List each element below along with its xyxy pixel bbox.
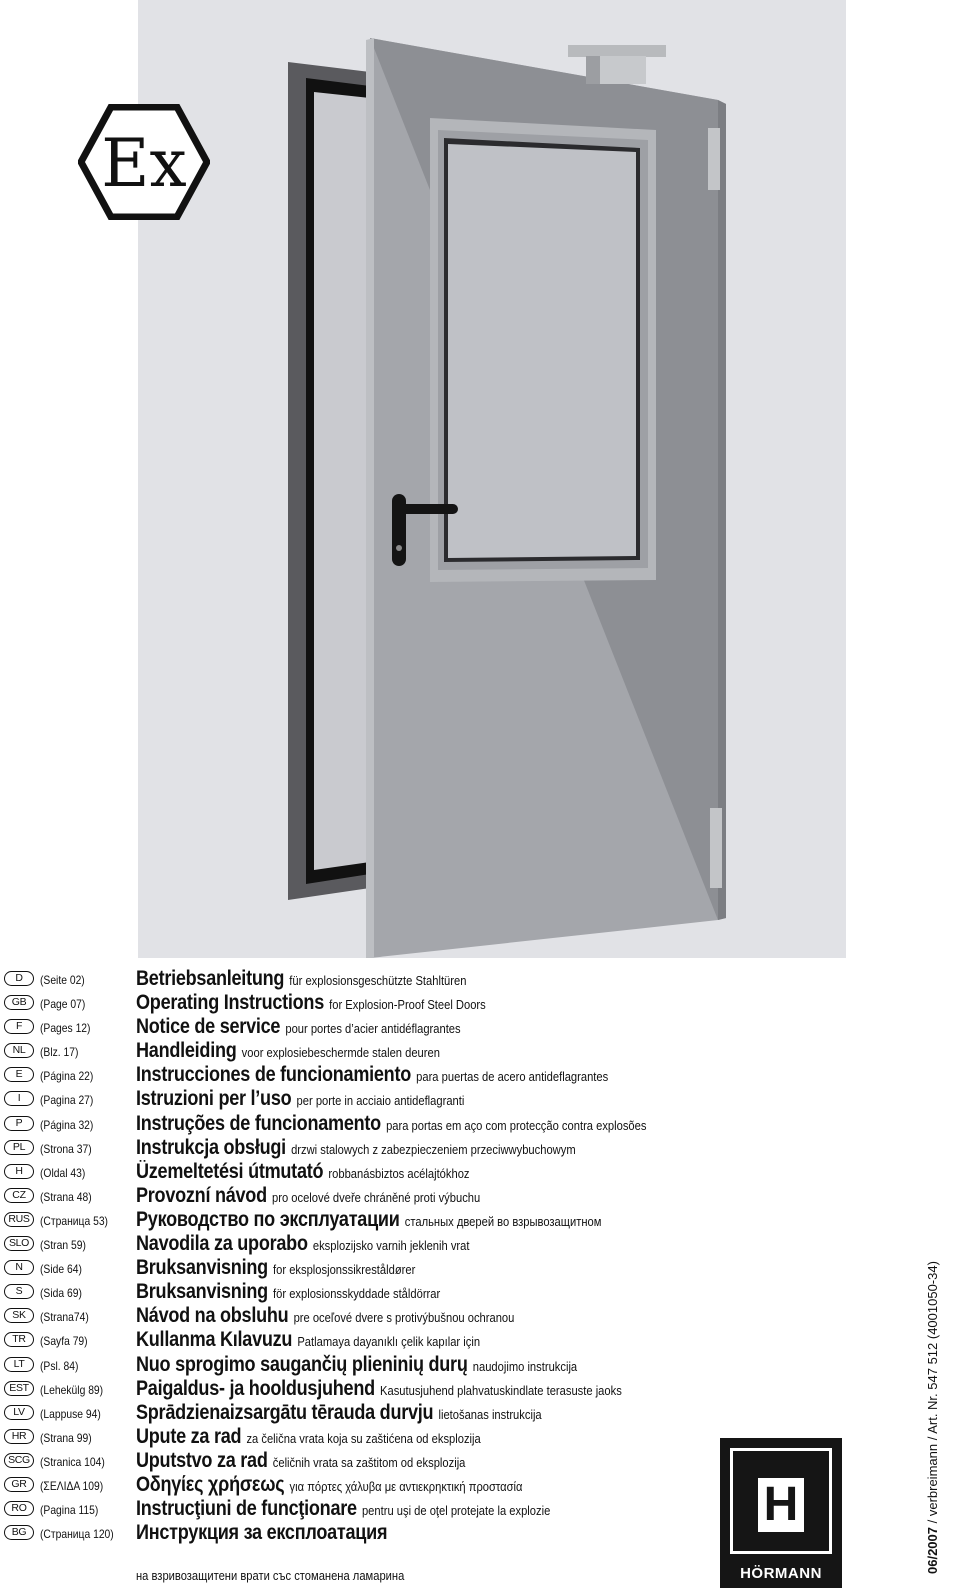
logo-inner bbox=[758, 1478, 804, 1532]
instruction-title: Operating Instructions bbox=[136, 991, 324, 1015]
instruction-title: Betriebsanleitung bbox=[136, 967, 285, 990]
instruction-title-group bbox=[136, 1160, 470, 1184]
instruction-title-group bbox=[136, 1232, 469, 1256]
instruction-title-group bbox=[136, 1497, 550, 1521]
page-reference: (Strana 48) bbox=[40, 1189, 92, 1204]
page-reference: (Страница 120) bbox=[40, 1527, 114, 1542]
country-code-badge: F bbox=[4, 1019, 34, 1034]
language-row bbox=[4, 1039, 904, 1063]
instruction-title: Bruksanvisning bbox=[136, 1280, 268, 1304]
instruction-title: Instrucţiuni de funcţionare bbox=[136, 1497, 357, 1521]
instruction-title: Notice de service bbox=[136, 1015, 281, 1039]
country-code-badge: H bbox=[4, 1164, 34, 1179]
instruction-title-group bbox=[136, 1521, 392, 1545]
page-reference: (Blz. 17) bbox=[40, 1045, 79, 1060]
instruction-description: стальных дверей во взрывозащитном bbox=[404, 1213, 602, 1229]
country-code-badge: SLO bbox=[4, 1236, 34, 1251]
instruction-title: Istruzioni per l’uso bbox=[136, 1087, 292, 1111]
page-reference: (Страница 53) bbox=[40, 1213, 108, 1228]
country-code-badge: LV bbox=[4, 1405, 34, 1420]
country-code-badge: EST bbox=[4, 1381, 34, 1396]
page-reference: (Lehekülg 89) bbox=[40, 1382, 104, 1397]
country-code-badge: P bbox=[4, 1116, 34, 1131]
instruction-description: naudojimo instrukcija bbox=[472, 1358, 578, 1374]
instruction-title: Návod na obsluhu bbox=[136, 1304, 289, 1328]
country-code-badge: SCG bbox=[4, 1453, 34, 1468]
instruction-description: voor explosiebeschermde stalen deuren bbox=[241, 1045, 440, 1061]
page-reference: (Page 07) bbox=[40, 997, 86, 1012]
country-code-badge: RUS bbox=[4, 1212, 34, 1227]
instruction-description: for Explosion-Proof Steel Doors bbox=[329, 997, 486, 1013]
language-row bbox=[4, 1232, 904, 1256]
country-code-badge: I bbox=[4, 1091, 34, 1106]
instruction-description: para portas em aço com protecção contra explosões bbox=[386, 1117, 647, 1133]
instruction-description: per porte in acciaio antideflagranti bbox=[296, 1093, 465, 1109]
language-row bbox=[4, 967, 904, 991]
instruction-title-group bbox=[136, 1087, 464, 1111]
instruction-description: robbanásbiztos acélajtókhoz bbox=[328, 1165, 470, 1181]
page-reference: (Lappuse 94) bbox=[40, 1406, 101, 1421]
country-code-badge: D bbox=[4, 971, 34, 986]
instruction-description: pro ocelové dveře chráněné proti výbuchu bbox=[272, 1189, 481, 1205]
language-row bbox=[4, 1015, 904, 1039]
language-row bbox=[4, 1087, 904, 1111]
page-reference: (Strona 37) bbox=[40, 1141, 92, 1156]
instruction-title-group bbox=[136, 1136, 576, 1160]
instruction-title: Instruções de funcionamento bbox=[136, 1111, 381, 1135]
language-row bbox=[4, 1136, 904, 1160]
instruction-description: für explosionsgeschützte Stahltüren bbox=[289, 973, 467, 988]
country-code-badge: LT bbox=[4, 1357, 34, 1372]
instruction-title: Instrukcja obsługi bbox=[136, 1135, 286, 1159]
instruction-title-group bbox=[136, 1473, 523, 1497]
instruction-title: Οδηγίες χρήσεως bbox=[136, 1472, 285, 1496]
page-reference: (Pages 12) bbox=[40, 1021, 91, 1036]
instruction-title-group bbox=[136, 1280, 440, 1304]
instruction-description: drzwi stalowych z zabezpieczeniem przeciwwybuchowym bbox=[291, 1141, 576, 1157]
instruction-title: Bruksanvisning bbox=[136, 1256, 268, 1280]
instruction-title-group bbox=[136, 1184, 480, 1208]
instruction-title-group bbox=[136, 1328, 480, 1352]
page-reference: (Stranica 104) bbox=[40, 1454, 105, 1469]
instruction-description: pentru uşi de oţel protejate la explozie bbox=[361, 1503, 551, 1519]
instruction-title: Üzemeltetési útmutató bbox=[136, 1159, 324, 1183]
instruction-title-group bbox=[136, 1401, 542, 1425]
country-code-badge: SK bbox=[4, 1308, 34, 1323]
instruction-description: για πόρτες χάλυβα με αντιεκρηκτική προστασία bbox=[289, 1478, 523, 1494]
country-code-badge: PL bbox=[4, 1140, 34, 1155]
language-row bbox=[4, 991, 904, 1015]
instruction-title-group bbox=[136, 1063, 608, 1087]
country-code-badge: GB bbox=[4, 995, 34, 1010]
instruction-title-group bbox=[136, 1208, 601, 1232]
country-code-badge: CZ bbox=[4, 1188, 34, 1203]
page-reference: (Sida 69) bbox=[40, 1286, 82, 1301]
instruction-title: Paigaldus- ja hooldusjuhend bbox=[136, 1376, 375, 1400]
page-reference: (Página 32) bbox=[40, 1117, 94, 1132]
instruction-title-group bbox=[136, 1015, 461, 1039]
page-reference: (Oldal 43) bbox=[40, 1165, 86, 1180]
instruction-title: Инструкция за експлоатация bbox=[136, 1521, 388, 1545]
country-code-badge: HR bbox=[4, 1429, 34, 1444]
language-row bbox=[4, 1280, 904, 1304]
page-reference: (Strana74) bbox=[40, 1310, 89, 1325]
country-code-badge: RO bbox=[4, 1501, 34, 1516]
country-code-badge: N bbox=[4, 1260, 34, 1275]
instruction-title-group bbox=[136, 1377, 622, 1401]
page-reference: (Pagina 27) bbox=[40, 1093, 94, 1108]
language-row bbox=[4, 1112, 904, 1136]
language-row bbox=[4, 1304, 904, 1328]
instruction-title: Provozní návod bbox=[136, 1183, 267, 1207]
instruction-description: para puertas de acero antideflagrantes bbox=[416, 1069, 609, 1085]
ex-logo bbox=[78, 104, 210, 220]
instruction-description: pour portes d’acier antidéflagrantes bbox=[285, 1021, 461, 1037]
instruction-description: eksplozijsko varnih jeklenih vrat bbox=[312, 1238, 470, 1254]
instruction-title-group bbox=[136, 1039, 440, 1063]
language-row bbox=[4, 1256, 904, 1280]
language-row bbox=[4, 1160, 904, 1184]
instruction-title: Handleiding bbox=[136, 1039, 237, 1063]
instruction-title: Kullanma Kılavuzu bbox=[136, 1328, 293, 1352]
page-reference: (Side 64) bbox=[40, 1262, 82, 1277]
door-photo bbox=[138, 0, 846, 958]
language-row bbox=[4, 1063, 904, 1087]
country-code-badge: NL bbox=[4, 1043, 34, 1058]
instruction-title: Nuo sprogimo saugančių plieninių durų bbox=[136, 1352, 468, 1376]
country-code-badge: TR bbox=[4, 1332, 34, 1347]
language-row bbox=[4, 1328, 904, 1352]
instruction-description: lietošanas instrukcija bbox=[438, 1406, 542, 1422]
instruction-title-group bbox=[136, 1256, 415, 1280]
instruction-description: Patlamaya dayanıklı çelik kapılar için bbox=[297, 1334, 481, 1350]
instruction-title: Navodila za uporabo bbox=[136, 1232, 308, 1256]
logo-h-mark: H bbox=[763, 1478, 799, 1531]
page-reference: (Sayfa 79) bbox=[40, 1334, 88, 1349]
instruction-title: Upute za rad bbox=[136, 1424, 242, 1448]
instruction-title: Sprādzienaizsargātu tērauda durvju bbox=[136, 1400, 434, 1424]
brand-name: HÖRMANN bbox=[740, 1565, 822, 1582]
country-code-badge: GR bbox=[4, 1477, 34, 1492]
language-row bbox=[4, 1401, 904, 1425]
language-row bbox=[4, 1353, 904, 1377]
instruction-description: Kasutusjuhend plahvatuskindlate terasuste jaoks bbox=[380, 1382, 622, 1398]
instruction-title-group bbox=[136, 1304, 514, 1328]
instruction-title: Руководство по эксплуатации bbox=[136, 1207, 400, 1231]
bg-subline: на взривозащитени врати със стоманена ламарина bbox=[136, 1568, 405, 1583]
language-row bbox=[4, 1208, 904, 1232]
page-reference: (Seite 02) bbox=[40, 973, 85, 987]
page-reference: (Stran 59) bbox=[40, 1238, 86, 1253]
page-reference: (Strana 99) bbox=[40, 1430, 92, 1445]
instruction-title-group bbox=[136, 967, 466, 991]
page-reference: (Página 22) bbox=[40, 1069, 94, 1084]
instruction-description: for eksplosjonssikreståldører bbox=[273, 1262, 416, 1278]
instruction-title-group bbox=[136, 1425, 481, 1449]
hormann-logo bbox=[720, 1438, 842, 1588]
language-row bbox=[4, 1377, 904, 1401]
instruction-title: Instrucciones de funcionamiento bbox=[136, 1063, 411, 1087]
svg-text:Ex: Ex bbox=[101, 125, 187, 202]
instruction-title: Uputstvo za rad bbox=[136, 1448, 268, 1472]
country-code-badge: BG bbox=[4, 1525, 34, 1540]
language-row bbox=[4, 1184, 904, 1208]
instruction-description: för explosionsskyddade ståldörrar bbox=[273, 1286, 441, 1302]
instruction-title-group bbox=[136, 1353, 577, 1377]
instruction-title-group bbox=[136, 1449, 465, 1473]
country-code-badge: S bbox=[4, 1284, 34, 1299]
instruction-description: pre oceľové dvere s protivýbušnou ochranou bbox=[293, 1310, 515, 1326]
page-reference: (Pagina 115) bbox=[40, 1503, 99, 1518]
page-reference: (ΣΕΛΙΔΑ 109) bbox=[40, 1478, 104, 1493]
page-reference: (Psl. 84) bbox=[40, 1358, 79, 1373]
instruction-title-group bbox=[136, 991, 486, 1015]
side-article-number: 06/2007 / verbreimann / Art. Nr. 547 512 (4001050-34) bbox=[925, 1261, 940, 1574]
instruction-title-group bbox=[136, 1112, 646, 1136]
country-code-badge: E bbox=[4, 1067, 34, 1082]
instruction-description: čeličnih vrata sa zaštitom od eksplozija bbox=[272, 1454, 466, 1470]
instruction-description: za čelična vrata koja su zaštićena od eksplozija bbox=[246, 1430, 481, 1446]
